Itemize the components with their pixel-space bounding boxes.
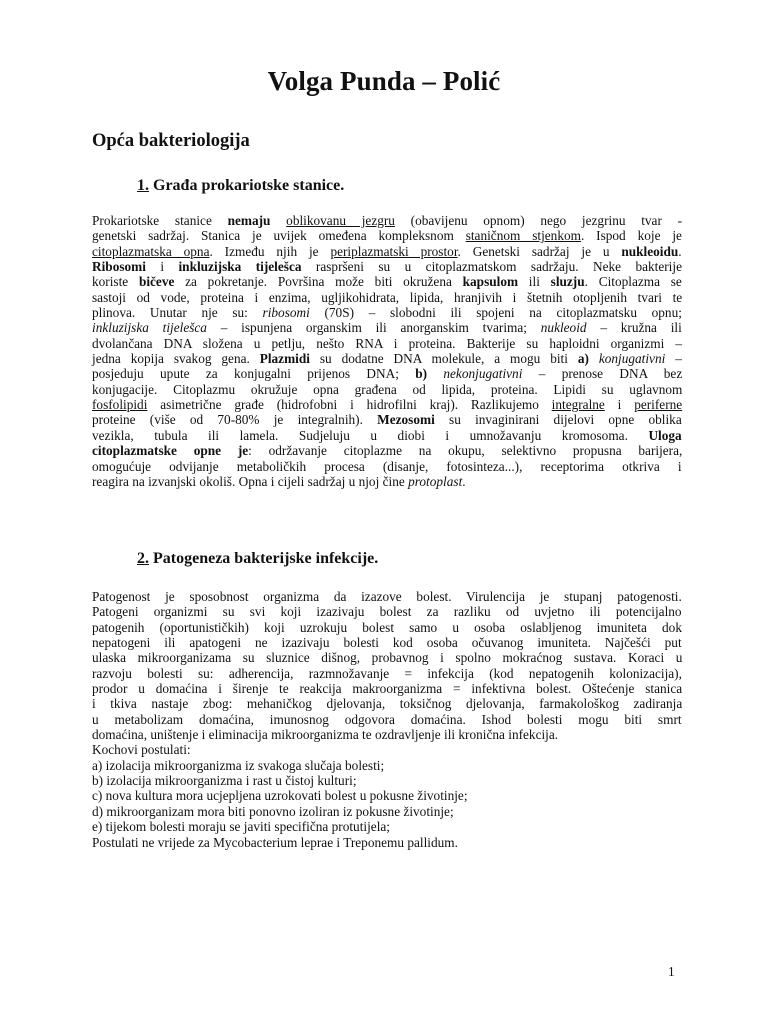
text-run: raspršeni su u citoplazmatskom sadržaju. Neke bakterije bbox=[301, 259, 682, 275]
text-run: ulaska mikroorganizama su sluznice dišnog, probavnog i spolno mokraćnog sustava. Koraci u bbox=[92, 650, 683, 666]
text-run: . bbox=[462, 473, 466, 489]
text-line bbox=[92, 835, 682, 850]
text-line bbox=[92, 228, 682, 243]
text-line bbox=[92, 681, 682, 696]
text-run: i tkiva nastaje zbog: mehaničkog djelovanja, toksičnog djelovanja, farmakološkog zadiranja bbox=[92, 696, 683, 712]
text-run: . Između njih je bbox=[209, 243, 331, 259]
text-run: plinova. Unutar nje su: bbox=[92, 305, 263, 321]
text-line bbox=[92, 459, 682, 474]
text-run: reagira na izvanjski okoliš. Opna i cijeli sadržaj u njoj čine bbox=[92, 473, 409, 489]
text-run: dvolančana DNA složena u petlju, nešto RNA i proteina. Bakterije su haploidni organizmi – bbox=[92, 335, 683, 351]
text-run: ribosomi bbox=[262, 305, 310, 321]
text-run: inkluzijska tijelešca bbox=[92, 320, 207, 336]
text-line bbox=[92, 712, 682, 727]
text-run: : održavanje citoplazme na okupu, selektivno propusna barijera, bbox=[248, 443, 683, 459]
text-run: i bbox=[145, 259, 179, 275]
text-run: nukleoidu bbox=[621, 243, 679, 259]
text-line bbox=[92, 773, 682, 788]
text-run: (obavijenu opnom) nego jezgrinu tvar - bbox=[394, 213, 683, 228]
text-run: (70S) – slobodni ili spojeni na citoplazmatsku opnu; bbox=[309, 305, 682, 321]
text-run: Uloga bbox=[648, 427, 682, 443]
text-run bbox=[589, 351, 599, 366]
text-line bbox=[92, 474, 682, 489]
paragraph-2 bbox=[92, 589, 682, 850]
text-run: jedna kopija svakog gena. bbox=[92, 351, 260, 367]
text-line bbox=[92, 305, 682, 320]
text-line bbox=[92, 635, 682, 650]
text-line bbox=[92, 351, 682, 366]
text-line bbox=[92, 443, 682, 458]
text-run bbox=[427, 366, 443, 381]
text-run: integralne bbox=[551, 397, 605, 413]
text-run: staničnom stjenkom bbox=[465, 228, 581, 244]
text-line bbox=[92, 259, 682, 274]
subheading-1-number: 1. bbox=[137, 177, 149, 194]
text-run: b) izolacija mikroorganizma i rast u čistoj kulturi; bbox=[92, 773, 357, 789]
text-line bbox=[92, 320, 682, 335]
subheading-1-text: Građa prokariotske stanice. bbox=[153, 177, 345, 194]
text-run: inkluzijska tijelešca bbox=[178, 259, 302, 275]
text-line bbox=[92, 788, 682, 803]
text-run: – prenose DNA bez bbox=[522, 366, 683, 382]
text-run: genetski sadržaj. Stanica je uvijek omeđena kompleksnom bbox=[92, 228, 466, 244]
text-run: – kružna ili bbox=[586, 320, 682, 336]
text-run: nemaju bbox=[227, 213, 271, 228]
text-line bbox=[92, 758, 682, 773]
text-line bbox=[92, 589, 682, 604]
text-line bbox=[92, 213, 682, 228]
text-run: su invaginirani dijelovi opne oblika bbox=[434, 412, 682, 428]
text-line bbox=[92, 604, 682, 619]
text-line bbox=[92, 742, 682, 757]
text-run: Prokariotske stanice bbox=[92, 213, 228, 228]
text-run: posjeduju upute za konjugalni prijenos DNA; bbox=[92, 366, 416, 382]
text-line bbox=[92, 412, 682, 427]
subheading-2 bbox=[137, 550, 378, 568]
text-run: Patogenost je sposobnost organizma da izazove bolest. Virulencija je stupanj patogenosti. bbox=[92, 589, 682, 604]
text-run: d) mikroorganizam mora biti ponovno izoliran iz pokusne životinje; bbox=[92, 803, 454, 819]
text-line bbox=[92, 804, 682, 819]
text-run: razvoju bolesti su: adherencija, razmnožavanje = infekcija (kod nepatogenih kolonizacija), bbox=[92, 665, 682, 681]
document-title: Volga Punda – Polić bbox=[267, 66, 501, 96]
text-run: Mezosomi bbox=[377, 412, 435, 428]
text-run: kapsulom bbox=[462, 274, 519, 290]
text-run: ili bbox=[518, 274, 551, 290]
text-run: fosfolipidi bbox=[92, 397, 148, 413]
text-run: . bbox=[678, 243, 682, 259]
text-run: – ispunjena organskim ili anorganskim tvarima; bbox=[206, 320, 541, 336]
text-run bbox=[270, 213, 286, 228]
text-line bbox=[92, 382, 682, 397]
text-run: oblikovanu jezgru bbox=[286, 213, 395, 228]
text-run: sluzju bbox=[550, 274, 585, 290]
text-line bbox=[92, 428, 682, 443]
text-line bbox=[92, 666, 682, 681]
text-run: za pokretanje. Površina može biti okružena bbox=[174, 274, 463, 290]
text-line bbox=[92, 274, 682, 289]
text-run: prodor u domaćina i širenje te reakcija makroorganizma = infektivna bolest. Oštećenje stanica bbox=[92, 681, 683, 697]
text-run: su dodatne DNA molekule, a mogu biti bbox=[309, 351, 578, 367]
text-run: a) bbox=[577, 351, 589, 367]
text-run: e) tijekom bolesti moraju se javiti specifična protutijela; bbox=[92, 819, 390, 835]
text-run: . Genetski sadržaj je u bbox=[457, 243, 622, 259]
text-run: protoplast bbox=[408, 473, 463, 489]
text-run: c) nova kultura mora ucjepljena uzrokovati bolest u pokusne životinje; bbox=[92, 788, 468, 804]
text-run: citoplazmatske opne je bbox=[92, 443, 249, 459]
subheading-1 bbox=[137, 177, 344, 195]
text-run: periplazmatski prostor bbox=[330, 243, 458, 259]
text-run: periferne bbox=[634, 397, 683, 413]
text-line bbox=[92, 696, 682, 711]
text-run: citoplazmatska opna bbox=[92, 243, 210, 259]
text-line bbox=[92, 819, 682, 834]
paragraph-1 bbox=[92, 213, 682, 489]
text-run: – bbox=[665, 351, 682, 367]
text-line bbox=[92, 727, 682, 742]
text-run: koriste bbox=[92, 274, 139, 290]
text-run: i bbox=[604, 397, 635, 413]
text-line bbox=[92, 336, 682, 351]
page-number: 1 bbox=[668, 964, 675, 979]
text-run: a) izolacija mikroorganizma iz svakoga slučaja bolesti; bbox=[92, 757, 385, 773]
text-run: asimetrične građe (hidrofobni i hidrofilni kraj). Razlikujemo bbox=[147, 397, 552, 413]
text-line bbox=[92, 366, 682, 381]
text-line bbox=[92, 290, 682, 305]
text-run: proteine (više od 70-80% je integralnih). bbox=[92, 412, 378, 428]
text-run: domaćina, uništenje i eliminacija mikroorganizma te ozdravljenje ili kronična infekcija. bbox=[92, 727, 559, 743]
text-run: Postulati ne vrijede za Mycobacterium leprae i Treponemu pallidum. bbox=[92, 834, 458, 850]
text-run: Ribosomi bbox=[92, 259, 146, 275]
text-run: nukleoid bbox=[540, 320, 587, 336]
text-line bbox=[92, 244, 682, 259]
text-run: . Ispod koje je bbox=[580, 228, 682, 244]
text-run: bičeve bbox=[138, 274, 175, 290]
text-line bbox=[92, 620, 682, 635]
text-run: sastoji od vode, proteina i enzima, ugljikohidrata, lipida, hranjivih i štetnih otopljenih tvari te bbox=[92, 289, 683, 305]
text-run: b) bbox=[415, 366, 428, 382]
text-line bbox=[92, 397, 682, 412]
text-run: u metabolizam domaćina, imunosnog odgovora domaćina. Ishod bolesti mogu biti smrt bbox=[92, 711, 682, 727]
text-run: konjugativni bbox=[598, 351, 666, 367]
subheading-2-text: Patogeneza bakterijske infekcije. bbox=[153, 550, 379, 567]
text-run: patogenih (oportunističkih) koji uzrokuju bolest samo u osoba oslabljenog imuniteta dok bbox=[92, 619, 682, 635]
text-run: Patogeni organizmi su svi koji izazivaju bolest za razliku od uvjetno ili potencijalno bbox=[92, 604, 682, 620]
section-title: Opća bakteriologija bbox=[92, 131, 250, 151]
text-run: konjugacije. Citoplazmu okružuje opna građena od lipida, proteina. Lipidi su uglavnom bbox=[92, 381, 683, 397]
text-run: omogućuje odvijanje metaboličkih procesa (disanje, fotosinteza...), receptorima otkriva i bbox=[92, 458, 682, 474]
text-run: Kochovi postulati: bbox=[92, 742, 191, 758]
text-run: . Citoplazma se bbox=[584, 274, 682, 290]
text-run: Plazmidi bbox=[259, 351, 310, 367]
subheading-2-number: 2. bbox=[137, 550, 149, 567]
text-run: nekonjugativni bbox=[443, 366, 523, 382]
text-line bbox=[92, 650, 682, 665]
text-run: nepatogeni ili apatogeni ne izazivaju bolesti kod osoba očuvanog imuniteta. Najčešći put bbox=[92, 635, 682, 651]
text-run: vezikla, tubula ili lamela. Sudjeluju u diobi i umnožavanju kromosoma. bbox=[92, 427, 649, 443]
